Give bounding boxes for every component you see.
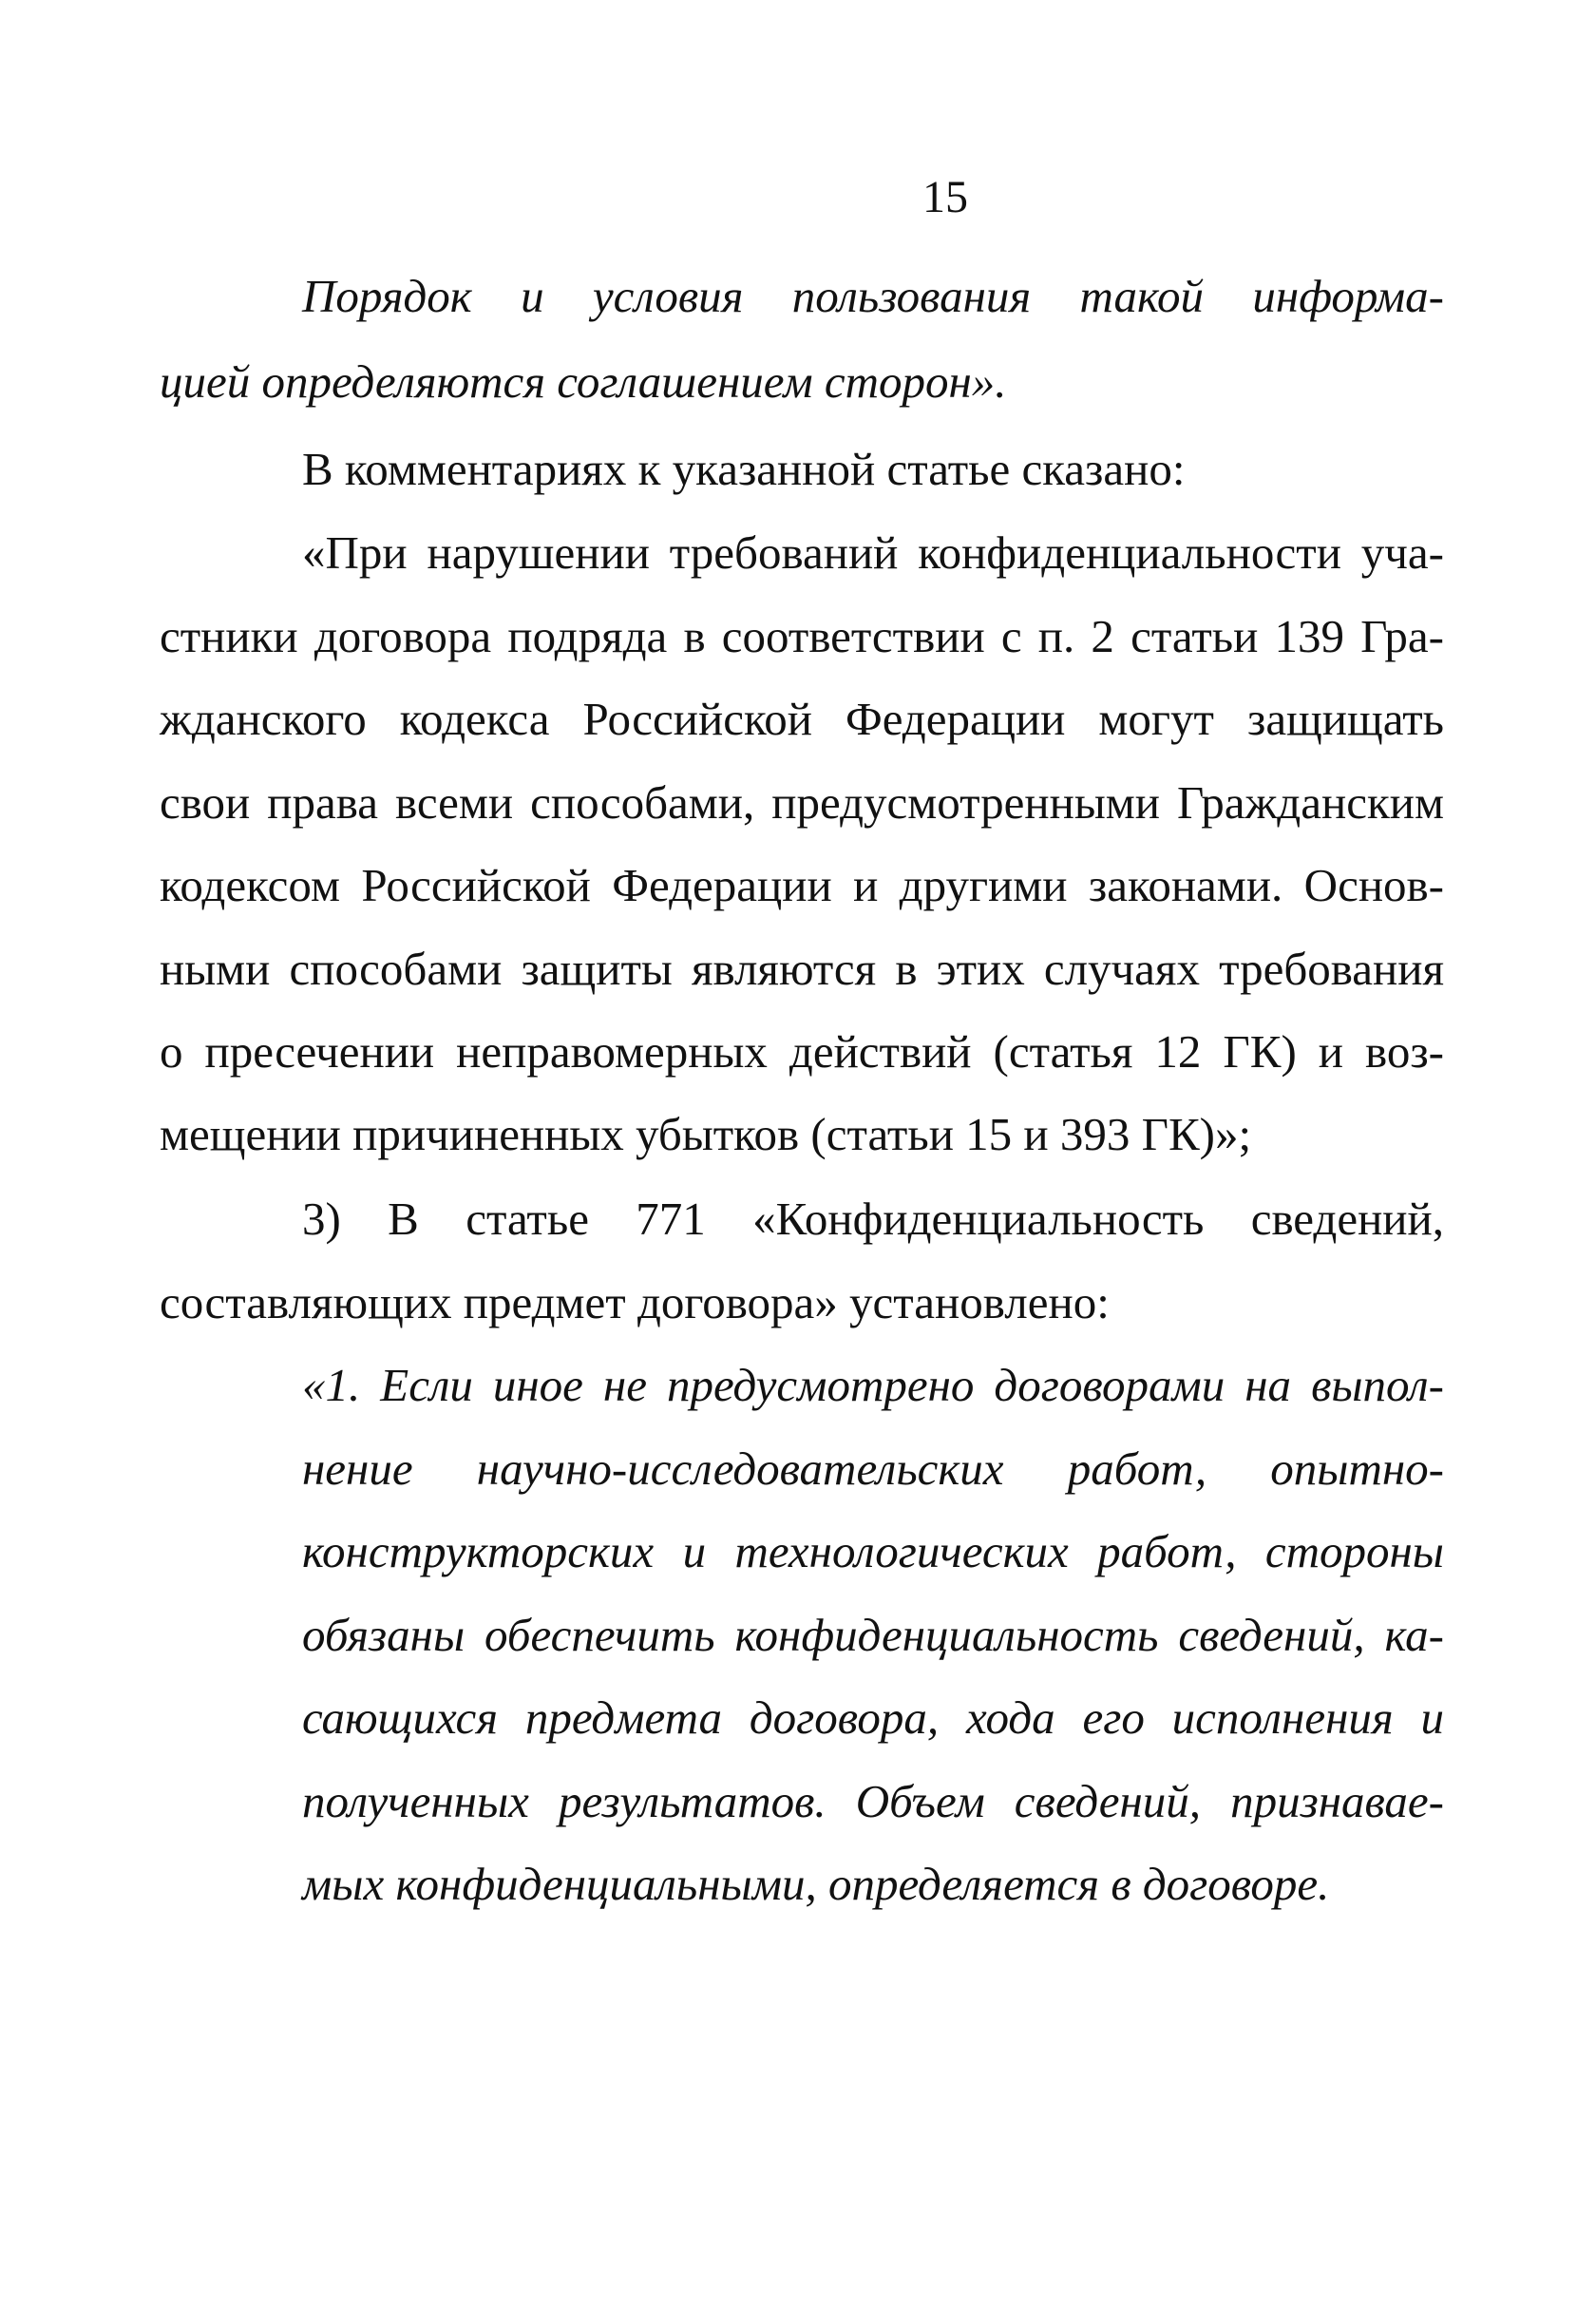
text-line: В комментариях к указанной статье сказано: (302, 443, 1186, 495)
text-line: обязаны обеспечить конфиденциальность сведений, ка- (302, 1609, 1444, 1661)
text-line: сающихся предмета договора, хода его исполнения и (302, 1691, 1444, 1744)
text-line: Порядок и условия пользования такой информа- (302, 270, 1444, 322)
text-line: составляющих предмет договора» установлено: (160, 1276, 1110, 1328)
text-line: цией определяются соглашением сторон». (160, 355, 1007, 408)
text-line: «1. Если иное не предусмотрено договорами на выпол- (302, 1359, 1444, 1411)
text-line: ными способами защиты являются в этих случаях требования (160, 943, 1444, 995)
text-line: мых конфиденциальными, определяется в договоре. (302, 1858, 1330, 1910)
text-line: мещении причиненных убытков (статьи 15 и 393 ГК)»; (160, 1108, 1252, 1160)
text-line: 3) В статье 771 «Конфиденциальность сведений, (302, 1193, 1444, 1245)
text-line: конструкторских и технологических работ, стороны (302, 1525, 1444, 1577)
text-line: стники договора подряда в соответствии с п. 2 статьи 139 Гра- (160, 610, 1444, 662)
text-line: свои права всеми способами, предусмотренными Гражданским (160, 776, 1444, 829)
text-line: кодексом Российской Федерации и другими законами. Основ- (160, 859, 1444, 911)
text-line: о пресечении неправомерных действий (статья 12 ГК) и воз- (160, 1025, 1444, 1078)
text-line: жданского кодекса Российской Федерации могут защищать (160, 693, 1444, 745)
text-line: «При нарушении требований конфиденциальности уча- (302, 526, 1444, 579)
text-line: нение научно-исследовательских работ, опытно- (302, 1442, 1444, 1495)
page-number: 15 (922, 172, 968, 222)
text-line: полученных результатов. Объем сведений, признавае- (302, 1775, 1444, 1827)
